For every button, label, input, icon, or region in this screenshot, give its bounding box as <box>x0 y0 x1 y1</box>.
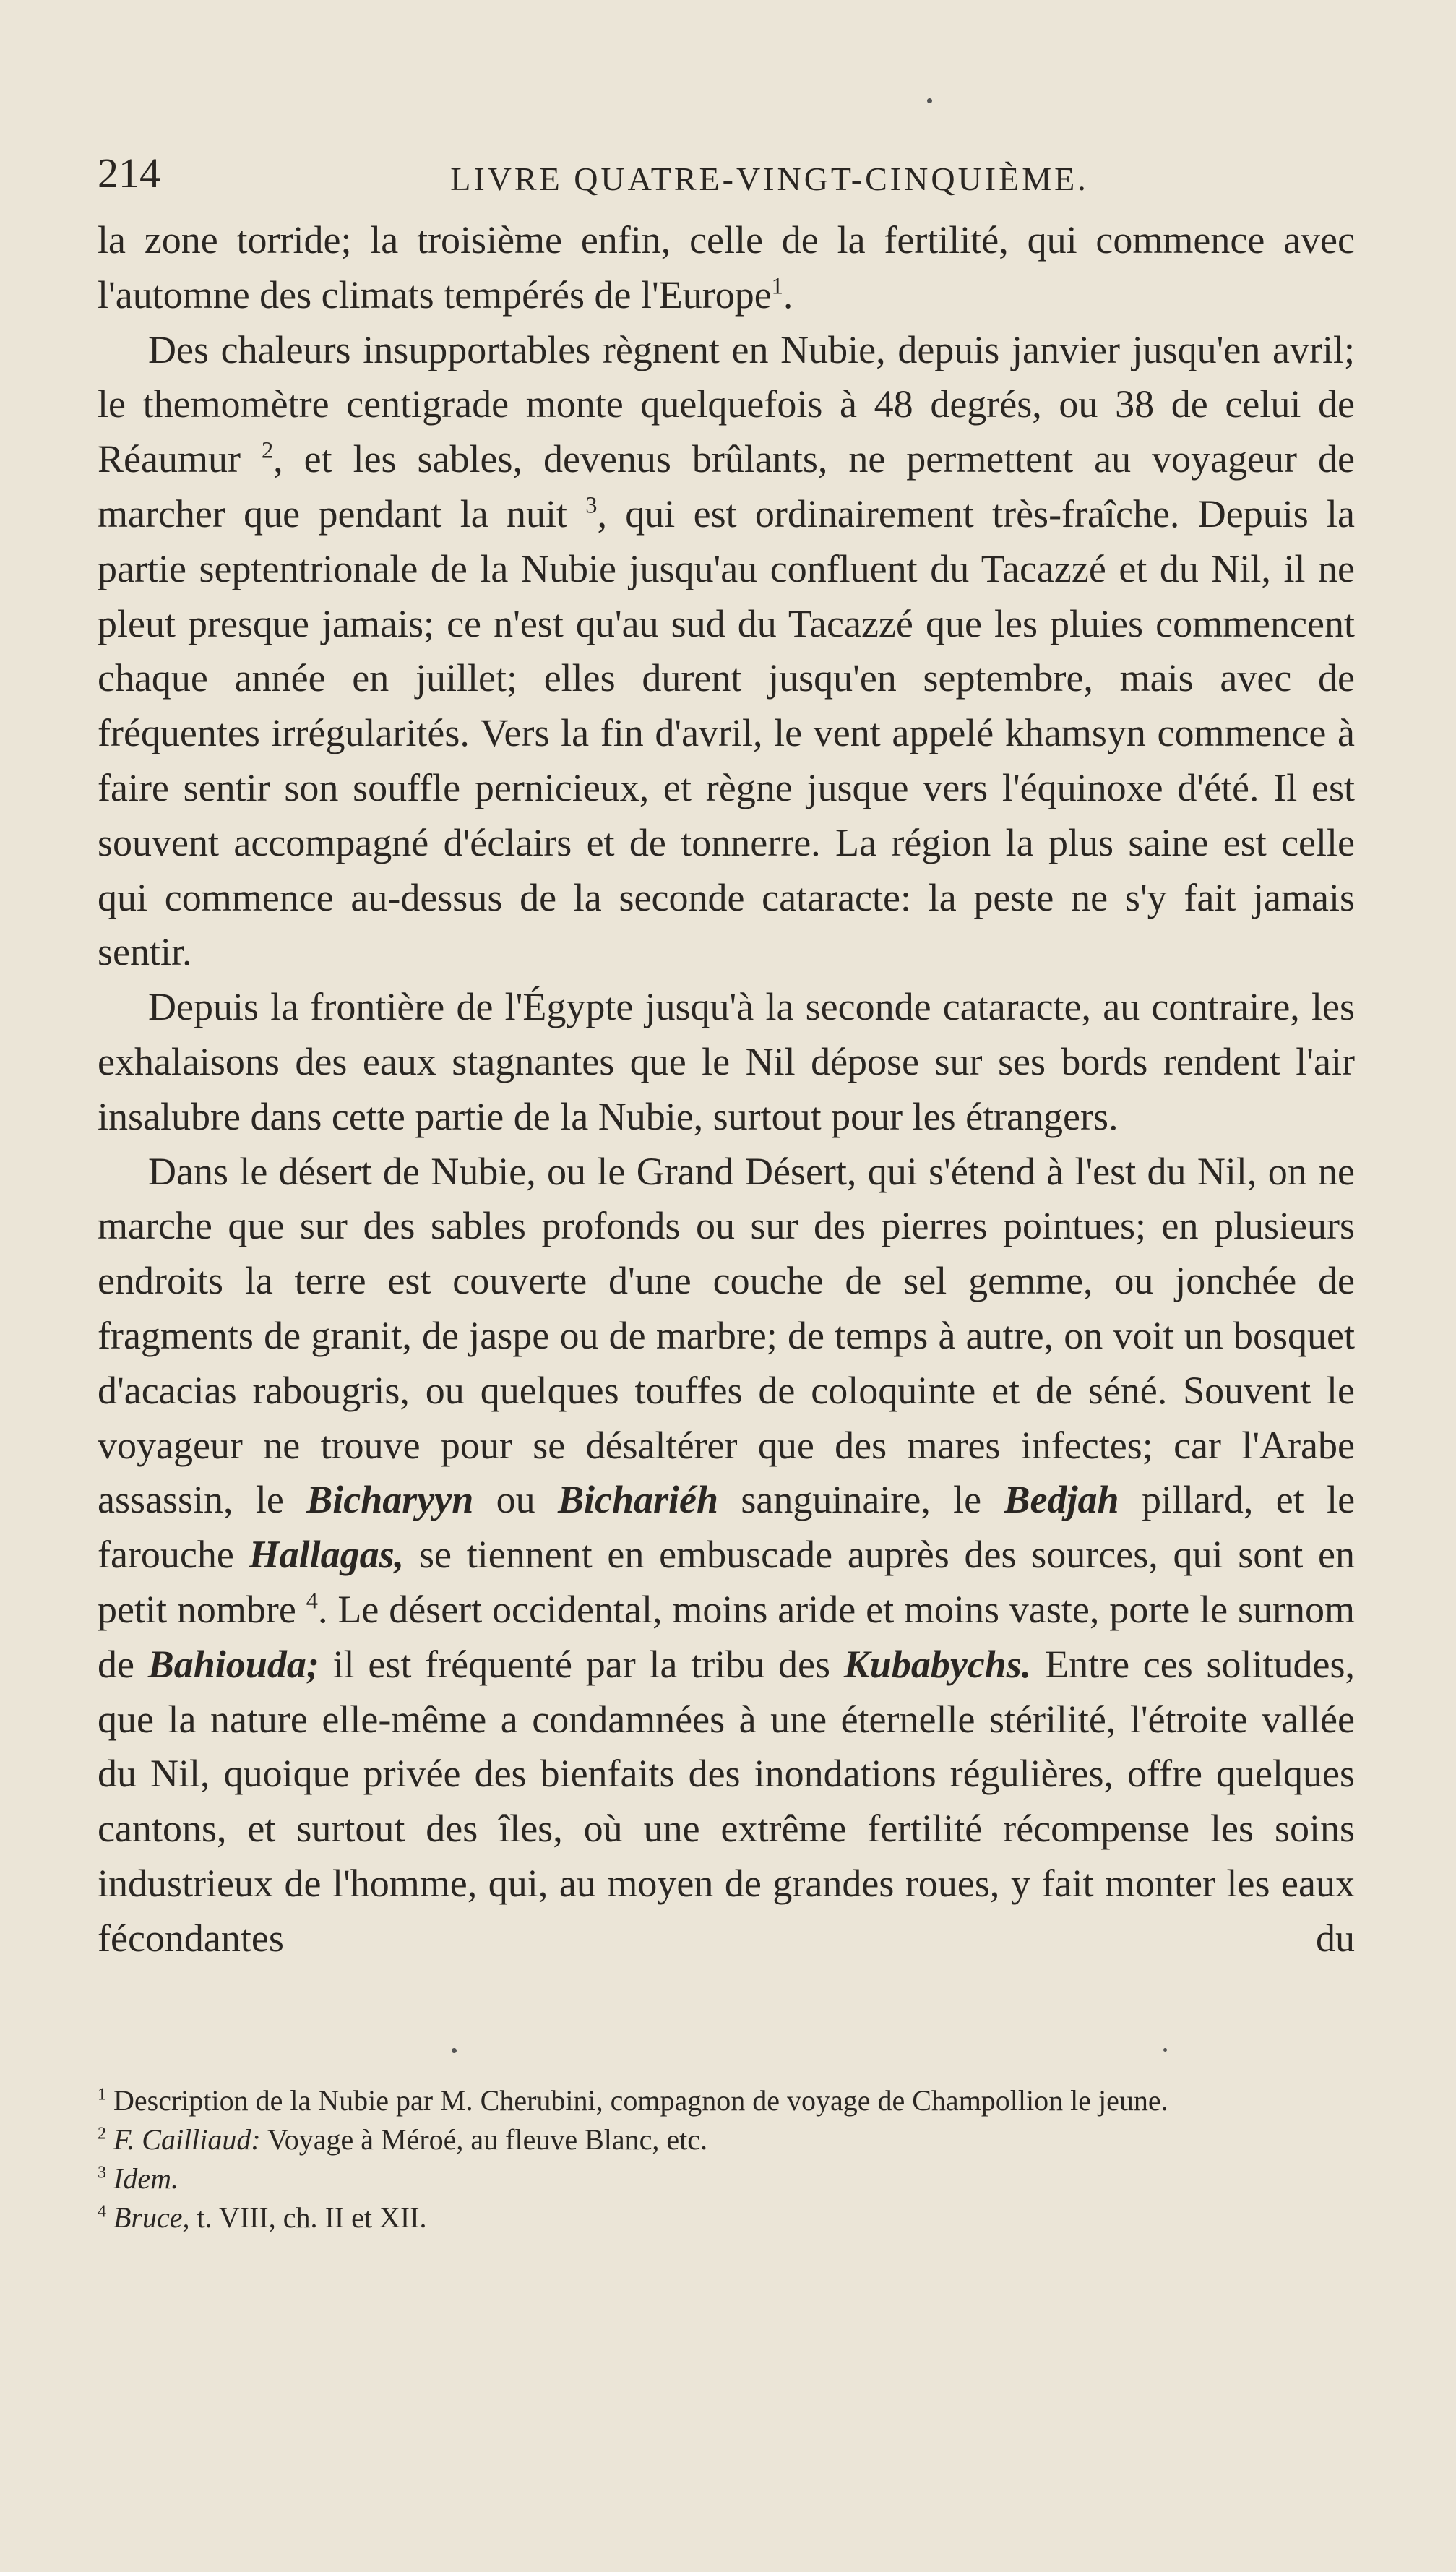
footnote-ref-4[interactable]: 4 <box>306 1588 318 1614</box>
print-speck <box>1163 2048 1167 2052</box>
paragraph-4: Dans le désert de Nubie, ou le Grand Désert, qui s'étend à l'est du Nil, on ne marche que sur des sables profonds ou sur des pierres pointues; en plusieurs endroits la terre est couverte d'une couche de sel gemme, ou jonchée de fragments de granit, de jaspe ou de marbre; de temps à autre, on voit un bosquet d'acacias rabougris, ou quelques touffes de coloquinte et de séné. Souvent le voyageur ne trouve pour se désaltérer que des mares infectes; car l'Arabe assassin, le Bicharyyn ou Bichariéh sanguinaire, le Bedjah pillard, et le farouche Hallagas, se tiennent en embuscade auprès des sources, qui sont en petit nombre $^4$. Le désert occidental, moins aride et moins vaste, porte le surnom de Bahiouda; il est fréquenté par la tribu des Kubabychs. Entre ces solitudes, que la nature elle-même a condamnées à une éternelle stérilité, l'étroite vallée du Nil, quoique privée des bienfaits des inondations régulières, offre quelques cantons, et surtout des îles, où une extrême fertilité récompense les soins industrieux de l'homme, qui, au moyen de grandes roues, y fait monter les eaux fécondantes du <box>98 1149 1356 1960</box>
tribe-name: Bedjah <box>1004 1478 1119 1522</box>
footnotes <box>98 2081 1355 2237</box>
footnote-3: $^3$ Idem. <box>98 2162 178 2195</box>
place-name: Bahiouda; <box>147 1642 319 1686</box>
paragraph-2: Des chaleurs insupportables règnent en Nubie, depuis janvier jusqu'en avril; le themomètre centigrade monte quelquefois à 48 degrés, ou 38 de celui de Réaumur $^2$, et les sables, devenus brûlants, ne permettent au voyageur de marcher que pendant la nuit $^3$, qui est ordinairement très-fraîche. Depuis la partie septentrionale de la Nubie jusqu'au confluent du Tacazzé et du Nil, il ne pleut presque jamais; ce n'est qu'au sud du Tacazzé que les pluies commencent chaque année en juillet; elles durent jusqu'en septembre, mais avec de fréquentes irrégularités. Vers la fin d'avril, le vent appelé khamsyn commence à faire sentir son souffle pernicieux, et règne jusque vers l'équinoxe d'été. Il est souvent accompagné d'éclairs et de tonnerre. La région la plus saine est celle qui commence au-dessus de la seconde cataracte: la peste ne s'y fait jamais sentir. <box>98 327 1355 974</box>
footnote-1: $^1$ Description de la Nubie par M. Cherubini, compagnon de voyage de Champollion le jeune. <box>98 2084 1168 2117</box>
tribe-name: Bichariéh <box>557 1478 719 1522</box>
page-header <box>98 145 1355 202</box>
footnote-ref-2[interactable]: 2 <box>261 437 274 464</box>
running-title: LIVRE QUATRE-VINGT-CINQUIÈME. <box>450 160 1089 197</box>
print-speck <box>927 98 932 103</box>
tribe-name: Hallagas, <box>249 1533 405 1577</box>
paragraph-3: Depuis la frontière de l'Égypte jusqu'à la seconde cataracte, au contraire, les exhalaisons des eaux stagnantes que le Nil dépose sur ses bords rendent l'air insalubre dans cette partie de la Nubie, surtout pour les étrangers. <box>98 985 1355 1138</box>
footnote-2: $^2$ F. Cailliaud: Voyage à Méroé, au fleuve Blanc, etc. <box>98 2123 708 2156</box>
footnote-ref-1[interactable]: 1 <box>771 273 783 300</box>
print-speck <box>452 2048 457 2053</box>
tribe-name: Kubabychs. <box>843 1642 1032 1686</box>
paragraph-1: la zone torride; la troisième enfin, celle de la fertilité, qui commence avec l'automne des climats tempérés de l'Europe$^1$. <box>98 218 1355 317</box>
tribe-name: Bicharyyn <box>306 1478 474 1522</box>
footnote-ref-3[interactable]: 3 <box>585 492 598 519</box>
footnote-4: $^4$ Bruce, t. VIII, ch. II et XII. <box>98 2201 427 2234</box>
page-number: 214 <box>98 150 160 197</box>
main-text <box>98 213 1355 1966</box>
